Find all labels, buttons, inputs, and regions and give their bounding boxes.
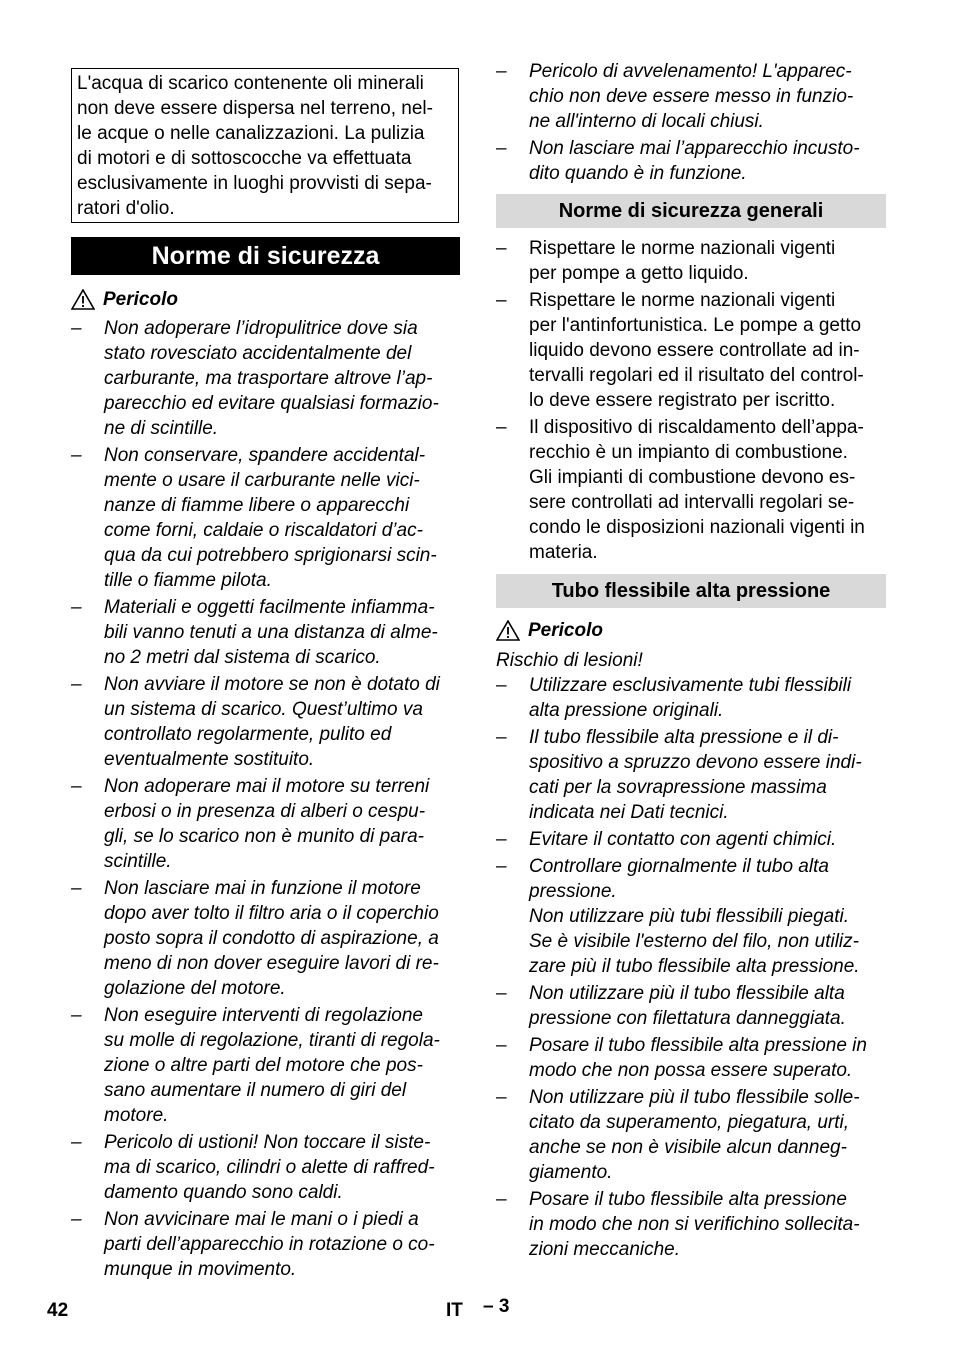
- list-item-line: Gli impianti di combustione devono es-: [529, 467, 856, 488]
- list-item-line: – Rispettare le norme nazionali vigenti: [529, 290, 836, 311]
- list-item-line: – Rispettare le norme nazionali vigenti: [529, 238, 836, 259]
- danger-label: Pericolo: [528, 620, 603, 641]
- list-item: [71, 774, 460, 874]
- list-item-line: indicata nei Dati tecnici.: [529, 802, 729, 823]
- list-item: [496, 59, 886, 134]
- list-item: [71, 876, 460, 1001]
- list-item-line: – Materiali e oggetti facilmente infiamma-: [104, 597, 435, 618]
- list-item-line: – Non lasciare mai in funzione il motore: [104, 878, 421, 899]
- list-item-line: controllato regolarmente, pulito ed: [104, 724, 392, 745]
- list-item-line: carburante, ma trasportare altrove l’ap-: [104, 368, 433, 389]
- list-item-line: Se è visibile l'esterno del filo, non utiliz-: [529, 931, 859, 952]
- list-item-line: – Il tubo flessibile alta pressione e il di-: [529, 727, 839, 748]
- list-item-line: un sistema di scarico. Quest’ultimo va: [104, 699, 423, 720]
- list-item: [71, 672, 460, 772]
- list-item-line: sere controllati ad intervalli regolari se-: [529, 492, 855, 513]
- list-item-line: – Pericolo di avvelenamento! L'apparec-: [529, 61, 852, 82]
- list-item-line: – Non avviare il motore se non è dotato di: [104, 674, 440, 695]
- list-item-line: posto sopra il condotto di aspirazione, a: [104, 928, 439, 949]
- notice-line: ratori d'olio.: [77, 198, 175, 219]
- list-item-line: citato da superamento, piegatura, urti,: [529, 1112, 850, 1133]
- list-item-line: – Non lasciare mai l’apparecchio incusto-: [529, 138, 860, 159]
- list-item-line: materia.: [529, 542, 598, 563]
- list-item-line: condo le disposizioni nazionali vigenti in: [529, 517, 865, 538]
- danger-label: Pericolo: [103, 289, 178, 310]
- notice-line: non deve essere dispersa nel terreno, nel-: [77, 98, 433, 119]
- list-item-line: chio non deve essere messo in funzio-: [529, 86, 854, 107]
- list-item: [496, 1187, 886, 1262]
- section-title: Norme di sicurezza: [71, 237, 460, 275]
- list-item-line: gli, se lo scarico non è munito di para-: [104, 826, 424, 847]
- list-item-line: pressione.: [529, 881, 617, 902]
- list-item-line: zioni meccaniche.: [529, 1239, 681, 1260]
- list-item-line: parecchio ed evitare qualsiasi formazio-: [104, 393, 439, 414]
- list-item: [496, 1085, 886, 1185]
- list-item-line: dito quando è in funzione.: [529, 163, 747, 184]
- list-item: [496, 673, 886, 723]
- list-item-line: eventualmente sostituito.: [104, 749, 315, 770]
- list-item-line: zione o altre parti del motore che pos-: [104, 1055, 423, 1076]
- general-safety-heading: Norme di sicurezza generali: [496, 194, 886, 228]
- list-item: [71, 1207, 460, 1282]
- list-item-line: cati per la sovrapressione massima: [529, 777, 827, 798]
- page-number: 42: [47, 1300, 69, 1321]
- list-item-line: ma di scarico, cilindri o alette di raffred-: [104, 1157, 435, 1178]
- list-item: [496, 827, 886, 852]
- notice-box: [71, 68, 459, 223]
- list-item-line: mente o usare il carburante nelle vici-: [104, 470, 420, 491]
- list-item-line: sano aumentare il numero di giri del: [104, 1080, 407, 1101]
- list-item-line: – Non conservare, spandere accidental-: [104, 445, 426, 466]
- list-item-line: zare più il tubo flessibile alta pressione.: [529, 956, 860, 977]
- list-item-line: – Posare il tubo flessibile alta pressione in: [529, 1035, 867, 1056]
- notice-line: L'acqua di scarico contenente oli minerali: [77, 73, 424, 94]
- list-item-line: motore.: [104, 1105, 169, 1126]
- list-item-line: tille o fiamme pilota.: [104, 570, 272, 591]
- list-item-line: meno di non dover eseguire lavori di re-: [104, 953, 439, 974]
- list-item-line: – Controllare giornalmente il tubo alta: [529, 856, 829, 877]
- list-item-line: no 2 metri dal sistema di scarico.: [104, 647, 381, 668]
- list-item-line: erbosi o in presenza di alberi o cespu-: [104, 801, 426, 822]
- list-item: [71, 1003, 460, 1128]
- list-item-line: come forni, caldaie o riscaldatori d’ac-: [104, 520, 423, 541]
- list-item: [496, 136, 886, 186]
- notice-line: le acque o nelle canalizzazioni. La pulizia: [77, 123, 425, 144]
- list-item-line: anche se non è visibile alcun danneg-: [529, 1137, 847, 1158]
- list-item-line: per l'antinfortunistica. Le pompe a getto: [529, 315, 862, 336]
- list-item-line: – Pericolo di ustioni! Non toccare il siste-: [104, 1132, 431, 1153]
- list-item: [496, 415, 886, 565]
- list-item-line: pressione con filettatura danneggiata.: [529, 1008, 846, 1029]
- list-item-line: – Evitare il contatto con agenti chimici.: [529, 829, 837, 850]
- list-item-line: nanze di fiamme libere o apparecchi: [104, 495, 410, 516]
- list-item-line: tervalli regolari ed il risultato del control-: [529, 365, 864, 386]
- notice-line: di motori e di sottoscocche va effettuata: [77, 148, 412, 169]
- list-item: [496, 288, 886, 413]
- list-item: [496, 854, 886, 979]
- list-item: [496, 1033, 886, 1083]
- list-item-line: modo che non possa essere superato.: [529, 1060, 853, 1081]
- left-danger-list: [71, 316, 460, 1284]
- warning-triangle-icon: [71, 289, 95, 310]
- list-item-line: spositivo a spruzzo devono essere indi-: [529, 752, 862, 773]
- list-item: [496, 725, 886, 825]
- list-item-line: munque in movimento.: [104, 1259, 297, 1280]
- warning-triangle-icon: [496, 620, 520, 641]
- list-item-line: giamento.: [529, 1162, 613, 1183]
- list-item: [71, 316, 460, 441]
- list-item-line: recchio è un impianto di combustione.: [529, 442, 848, 463]
- list-item-line: golazione del motore.: [104, 978, 286, 999]
- list-item-line: liquido devono essere controllate ad in-: [529, 340, 860, 361]
- list-item-line: alta pressione originali.: [529, 700, 724, 721]
- list-item-line: su molle di regolazione, tiranti di regola-: [104, 1030, 440, 1051]
- list-item-line: scintille.: [104, 851, 172, 872]
- list-item: [496, 236, 886, 286]
- general-safety-list: [496, 236, 886, 567]
- danger-heading-right: [496, 618, 603, 643]
- list-item-line: – Non eseguire interventi di regolazione: [104, 1005, 423, 1026]
- list-item-line: in modo che non si verifichino sollecita-: [529, 1214, 860, 1235]
- list-item-line: – Posare il tubo flessibile alta pressione: [529, 1189, 847, 1210]
- language-code: IT: [446, 1300, 463, 1321]
- hose-list: [496, 673, 886, 1264]
- list-item-line: Non utilizzare più tubi flessibili piegati.: [529, 906, 849, 927]
- list-item-line: – Non avvicinare mai le mani o i piedi a: [104, 1209, 419, 1230]
- list-item-line: – Utilizzare esclusivamente tubi flessibili: [529, 675, 852, 696]
- list-item: [71, 443, 460, 593]
- notice-line: esclusivamente in luoghi provvisti di sepa-: [77, 173, 432, 194]
- hose-risk-text: Rischio di lesioni!: [496, 650, 643, 671]
- list-item-line: parti dell’apparecchio in rotazione o co-: [104, 1234, 435, 1255]
- list-item: [496, 981, 886, 1031]
- list-item-line: – Il dispositivo di riscaldamento dell’appa-: [529, 417, 864, 438]
- list-item-line: lo deve essere registrato per iscritto.: [529, 390, 836, 411]
- list-item-line: qua da cui potrebbero sprigionarsi scin-: [104, 545, 437, 566]
- list-item-line: per pompe a getto liquido.: [529, 263, 749, 284]
- list-item: [71, 1130, 460, 1205]
- list-item-line: ne di scintille.: [104, 418, 219, 439]
- list-item-line: – Non adoperare mai il motore su terreni: [104, 776, 430, 797]
- danger-heading-left: [71, 287, 178, 312]
- list-item-line: – Non utilizzare più il tubo flessibile alta: [529, 983, 845, 1004]
- list-item: [71, 595, 460, 670]
- list-item-line: – Non utilizzare più il tubo flessibile solle-: [529, 1087, 860, 1108]
- list-item-line: ne all'interno di locali chiusi.: [529, 111, 764, 132]
- list-item-line: bili vanno tenuti a una distanza di alme-: [104, 622, 438, 643]
- list-item-line: dopo aver tolto il filtro aria o il coperchio: [104, 903, 439, 924]
- right-top-list: [496, 59, 886, 188]
- section-page: – 3: [483, 1296, 510, 1317]
- hose-heading: Tubo flessibile alta pressione: [496, 574, 886, 608]
- list-item-line: damento quando sono caldi.: [104, 1182, 343, 1203]
- list-item-line: stato rovesciato accidentalmente del: [104, 343, 412, 364]
- list-item-line: – Non adoperare l’idropulitrice dove sia: [104, 318, 418, 339]
